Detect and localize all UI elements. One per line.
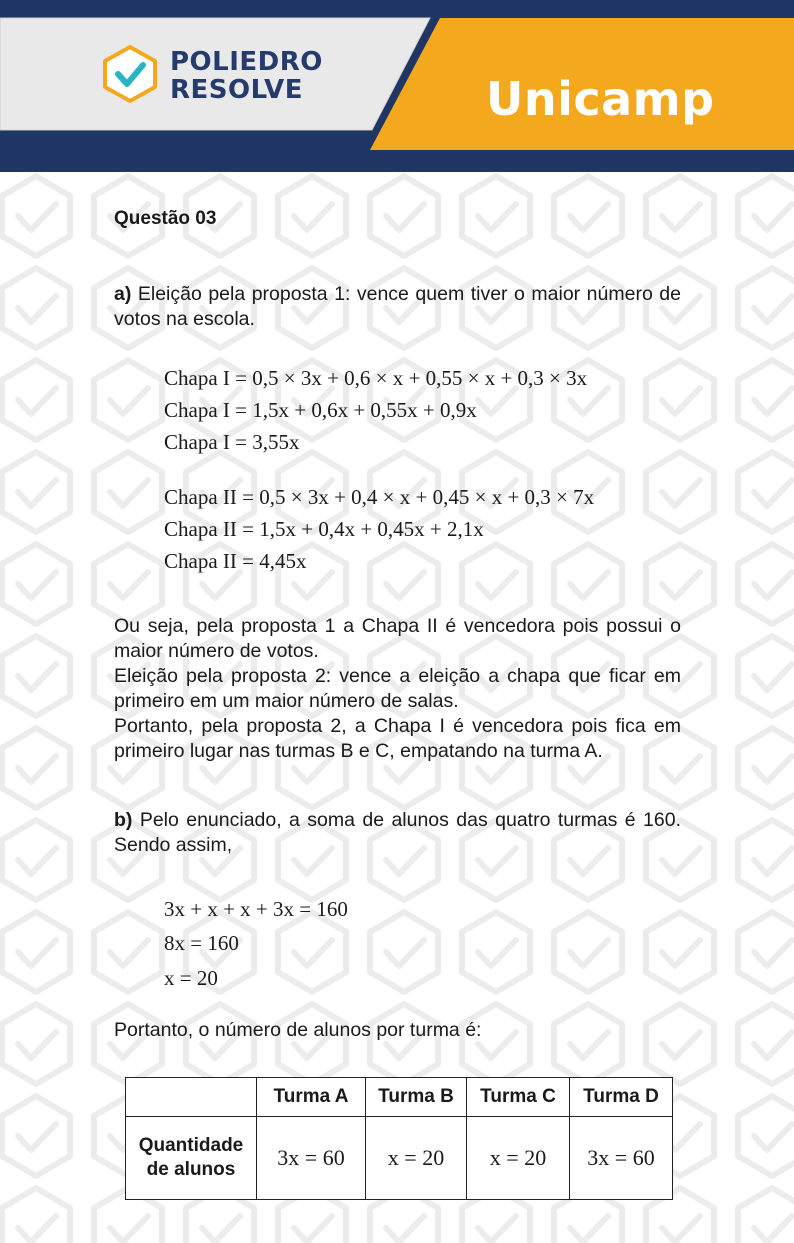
part-a-conclusion-block xyxy=(114,614,681,764)
table-header-turma-c: Turma C xyxy=(467,1078,570,1117)
part-b-eq-2: 8x = 160 xyxy=(164,931,239,955)
students-per-class-table xyxy=(125,1077,673,1200)
logo-check-icon xyxy=(100,44,160,104)
table-header-turma-a: Turma A xyxy=(257,1078,366,1117)
part-b-intro-text: Pelo enunciado, a soma de alunos das quatro turmas é 160. Sendo assim, xyxy=(114,809,681,856)
part-a-intro xyxy=(114,282,681,332)
table-value-turma-c: x = 20 xyxy=(467,1117,570,1200)
page-header xyxy=(0,0,794,172)
table-row-label: Quantidade de alunos xyxy=(126,1117,257,1200)
part-a-conclusion2: Portanto, pela proposta 2, a Chapa I é vencedora pois fica em primeiro lugar nas turmas B e C, empatando na turma A. xyxy=(114,715,681,762)
part-a-label: a) xyxy=(114,283,132,305)
table-row xyxy=(126,1117,673,1200)
chapa2-eq-3: Chapa II = 4,45x xyxy=(164,549,307,573)
chapa2-eq-2: Chapa II = 1,5x + 0,4x + 0,45x + 2,1x xyxy=(164,517,484,541)
chapa1-eq-3: Chapa I = 3,55x xyxy=(164,430,300,454)
part-a-conclusion1: Ou seja, pela proposta 1 a Chapa II é vencedora pois possui o maior número de votos. xyxy=(114,615,681,662)
logo-text xyxy=(170,48,323,104)
part-b-intro xyxy=(114,808,681,858)
part-a-proposal2: Eleição pela proposta 2: vence a eleição a chapa que ficar em primeiro em um maior número de salas. xyxy=(114,665,681,712)
part-b-conclusion: Portanto, o número de alunos por turma é: xyxy=(114,1019,482,1041)
question-title: Questão 03 xyxy=(114,208,217,229)
exam-name: Unicamp xyxy=(486,72,715,126)
part-b-eq-1: 3x + x + x + 3x = 160 xyxy=(164,897,348,921)
part-b-label: b) xyxy=(114,809,133,831)
chapa2-eq-1: Chapa II = 0,5 × 3x + 0,4 × x + 0,45 × x + 0,3 × 7x xyxy=(164,485,595,509)
table-value-turma-b: x = 20 xyxy=(366,1117,467,1200)
part-a-intro-text: Eleição pela proposta 1: vence quem tiver o maior número de votos na escola. xyxy=(114,283,681,330)
chapa1-eq-2: Chapa I = 1,5x + 0,6x + 0,55x + 0,9x xyxy=(164,398,477,422)
table-value-turma-a: 3x = 60 xyxy=(257,1117,366,1200)
table-value-turma-d: 3x = 60 xyxy=(570,1117,673,1200)
part-b-eq-3: x = 20 xyxy=(164,966,218,990)
table-header-turma-b: Turma B xyxy=(366,1078,467,1117)
table-header-row xyxy=(126,1078,673,1117)
table-corner-cell xyxy=(126,1078,257,1117)
table-header-turma-d: Turma D xyxy=(570,1078,673,1117)
logo-line1: POLIEDRO xyxy=(170,47,323,77)
logo-line2: RESOLVE xyxy=(170,75,303,105)
chapa1-eq-1: Chapa I = 0,5 × 3x + 0,6 × x + 0,55 × x + 0,3 × 3x xyxy=(164,366,588,390)
